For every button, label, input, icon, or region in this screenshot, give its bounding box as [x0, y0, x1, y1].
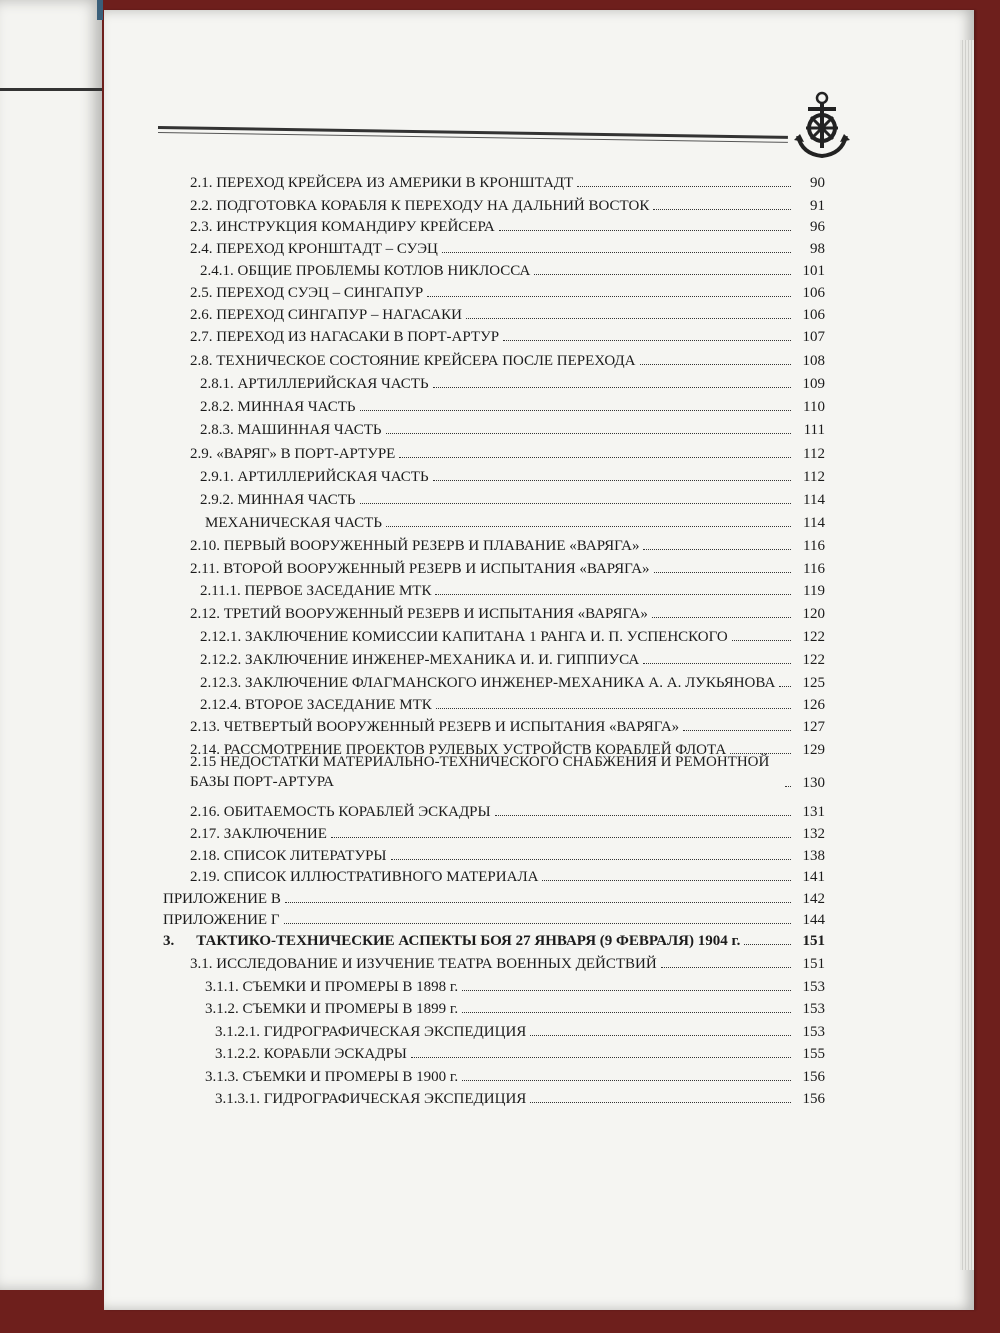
toc-entry: [190, 953, 825, 973]
toc-entry-page: 114: [803, 492, 825, 508]
toc-entry-page: 110: [803, 399, 825, 415]
toc-entry: [205, 1066, 825, 1086]
toc-entry-page: 122: [802, 652, 825, 668]
toc-entry-number: 3.: [163, 933, 175, 949]
toc-entry-title: 2.8.1. АРТИЛЛЕРИЙСКАЯ ЧАСТЬ: [200, 376, 429, 392]
toc-entry: [190, 716, 825, 736]
toc-entry-title: 2.12. ТРЕТИЙ ВООРУЖЕННЫЙ РЕЗЕРВ И ИСПЫТАНИЯ «ВАРЯГА»: [190, 606, 648, 622]
dot-leader: [435, 594, 791, 595]
toc-entry-title: 3.1.3.1. ГИДРОГРАФИЧЕСКАЯ ЭКСПЕДИЦИЯ: [215, 1091, 527, 1107]
dot-leader: [360, 410, 791, 411]
dot-leader: [462, 990, 791, 991]
dot-leader: [284, 923, 792, 924]
toc-entry-title: 2.13. ЧЕТВЕРТЫЙ ВООРУЖЕННЫЙ РЕЗЕРВ И ИСПЫТАНИЯ «ВАРЯГА»: [190, 719, 680, 735]
toc-entry-title: 2.9. «ВАРЯГ» В ПОРТ-АРТУРЕ: [190, 446, 396, 462]
toc-entry-page: 153: [802, 979, 825, 995]
toc-entry: [200, 626, 825, 646]
dot-leader: [643, 549, 791, 550]
dot-leader: [462, 1080, 791, 1081]
toc-entry: [163, 888, 825, 908]
toc-entry-title: 2.12.3. ЗАКЛЮЧЕНИЕ ФЛАГМАНСКОГО ИНЖЕНЕР-МЕХАНИКА А. А. ЛУКЬЯНОВА: [200, 675, 776, 691]
toc-entry-title: 2.17. ЗАКЛЮЧЕНИЕ: [190, 826, 327, 842]
toc-entry-title: 2.19. СПИСОК ИЛЛЮСТРАТИВНОГО МАТЕРИАЛА: [190, 869, 539, 885]
toc-entry-page: 156: [802, 1069, 825, 1085]
dot-leader: [643, 663, 791, 664]
toc-entry-page: 122: [802, 629, 825, 645]
toc-entry-title: 2.8.3. МАШИННАЯ ЧАСТЬ: [200, 422, 382, 438]
toc-entry-page: 119: [803, 583, 825, 599]
toc-entry-title: 2.8. ТЕХНИЧЕСКОЕ СОСТОЯНИЕ КРЕЙСЕРА ПОСЛЕ ПЕРЕХОДА: [190, 353, 636, 369]
toc-entry: [190, 282, 825, 302]
toc-entry-title: 2.7. ПЕРЕХОД ИЗ НАГАСАКИ В ПОРТ-АРТУР: [190, 329, 500, 345]
toc-entry: [190, 304, 825, 324]
toc-entry: [200, 489, 825, 509]
toc-entry-page: 138: [802, 848, 825, 864]
toc-entry-page: 109: [802, 376, 825, 392]
toc-entry-title: 3.1.2.1. ГИДРОГРАФИЧЕСКАЯ ЭКСПЕДИЦИЯ: [215, 1024, 527, 1040]
toc-entry-title: 2.9.2. МИННАЯ ЧАСТЬ: [200, 492, 356, 508]
dot-leader: [433, 387, 791, 388]
toc-entry-page: 98: [810, 241, 825, 257]
toc-entry-title: 2.16. ОБИТАЕМОСТЬ КОРАБЛЕЙ ЭСКАДРЫ: [190, 804, 491, 820]
toc-entry-title: 2.8.2. МИННАЯ ЧАСТЬ: [200, 399, 356, 415]
toc-entry: [163, 909, 825, 929]
toc-entry: [190, 535, 825, 555]
toc-entry-page: 106: [802, 307, 825, 323]
toc-entry: [190, 558, 825, 578]
toc-entry: [190, 238, 825, 258]
toc-entry-page: 114: [803, 515, 825, 531]
toc-entry-title: 2.12.2. ЗАКЛЮЧЕНИЕ ИНЖЕНЕР-МЕХАНИКА И. И. ГИППИУСА: [200, 652, 640, 668]
dot-leader: [495, 815, 791, 816]
page-edges: [960, 40, 974, 1270]
dot-leader: [360, 503, 791, 504]
toc-entry-page: 151: [802, 933, 825, 949]
toc-entry-title: 2.11. ВТОРОЙ ВООРУЖЕННЫЙ РЕЗЕРВ И ИСПЫТАНИЯ «ВАРЯГА»: [190, 561, 650, 577]
dot-leader: [653, 209, 791, 210]
toc-entry-title: 2.3. ИНСТРУКЦИЯ КОМАНДИРУ КРЕЙСЕРА: [190, 219, 495, 235]
toc-entry: [215, 1088, 825, 1108]
toc-entry-title: ПРИЛОЖЕНИЕ В: [163, 891, 281, 907]
toc-entry-title: 2.5. ПЕРЕХОД СУЭЦ – СИНГАПУР: [190, 285, 424, 301]
dot-leader: [436, 708, 791, 709]
binding-edge: [97, 0, 103, 20]
dot-leader: [386, 433, 791, 434]
toc-entry-title: 3.1. ИССЛЕДОВАНИЕ И ИЗУЧЕНИЕ ТЕАТРА ВОЕННЫХ ДЕЙСТВИЙ: [190, 956, 657, 972]
toc-entry-page: 151: [802, 956, 825, 972]
toc-entry-title: 2.12.4. ВТОРОЕ ЗАСЕДАНИЕ МТК: [200, 697, 432, 713]
toc-entry-page: 130: [802, 775, 825, 791]
dot-leader: [331, 837, 791, 838]
toc-entry: [190, 443, 825, 463]
toc-entry: [200, 649, 825, 669]
toc-entry-page: 116: [803, 561, 825, 577]
toc-entry: [200, 260, 825, 280]
toc-entry: [190, 603, 825, 623]
toc-entry-page: 126: [802, 697, 825, 713]
toc-entry-title: 2.1. ПЕРЕХОД КРЕЙСЕРА ИЗ АМЕРИКИ В КРОНШТАДТ: [190, 175, 574, 191]
toc-entry-title: 2.6. ПЕРЕХОД СИНГАПУР – НАГАСАКИ: [190, 307, 462, 323]
toc-entry: [200, 580, 825, 600]
dot-leader: [386, 526, 791, 527]
toc-entry: [205, 976, 825, 996]
toc-entry-title: 2.11.1. ПЕРВОЕ ЗАСЕДАНИЕ МТК: [200, 583, 432, 599]
dot-leader: [744, 944, 791, 945]
toc-entry: [190, 195, 825, 215]
dot-leader: [411, 1057, 791, 1058]
dot-leader: [499, 230, 791, 231]
toc-entry-page: 131: [802, 804, 825, 820]
toc-entry-title: 2.2. ПОДГОТОВКА КОРАБЛЯ К ПЕРЕХОДУ НА ДАЛЬНИЙ ВОСТОК: [190, 198, 650, 214]
toc-entry: [190, 866, 825, 886]
dot-leader: [542, 880, 791, 881]
toc-entry-title: 2.12.1. ЗАКЛЮЧЕНИЕ КОМИССИИ КАПИТАНА 1 РАНГА И. П. УСПЕНСКОГО: [200, 629, 728, 645]
dot-leader: [732, 640, 791, 641]
toc-entry-page: 141: [802, 869, 825, 885]
toc-entry-page: 129: [802, 742, 825, 758]
dot-leader: [779, 686, 791, 687]
toc-entry-page: 155: [802, 1046, 825, 1062]
toc-entry-page: 91: [810, 198, 825, 214]
toc-entry: [163, 930, 825, 950]
toc-entry-title: 2.14. РАССМОТРЕНИЕ ПРОЕКТОВ РУЛЕВЫХ УСТРОЙСТВ КОРАБЛЕЙ ФЛОТА: [190, 742, 727, 758]
toc-entry-title: 3.1.3. СЪЕМКИ И ПРОМЕРЫ В 1900 г.: [205, 1069, 459, 1085]
toc-entry: [205, 512, 825, 532]
dot-leader: [427, 296, 791, 297]
toc-entry: [200, 694, 825, 714]
toc-entry: [200, 672, 825, 692]
toc-entry-page: 127: [802, 719, 825, 735]
toc-entry-title: 2.4.1. ОБЩИЕ ПРОБЛЕМЫ КОТЛОВ НИКЛОССА: [200, 263, 531, 279]
toc-entry-page: 101: [802, 263, 825, 279]
toc-entry-title: 2.4. ПЕРЕХОД КРОНШТАДТ – СУЭЦ: [190, 241, 438, 257]
toc-entry: [200, 396, 825, 416]
dot-leader: [391, 859, 792, 860]
toc-entry-page: 142: [802, 891, 825, 907]
toc-entry: [190, 326, 825, 346]
toc-entry-title: ТАКТИКО-ТЕХНИЧЕСКИЕ АСПЕКТЫ БОЯ 27 ЯНВАРЯ (9 ФЕВРАЛЯ) 1904 г.: [196, 933, 741, 949]
toc-entry-title: МЕХАНИЧЕСКАЯ ЧАСТЬ: [205, 515, 382, 531]
toc-entry: [190, 845, 825, 865]
toc-entry-page: 120: [802, 606, 825, 622]
dot-leader: [652, 617, 791, 618]
toc-entry-page: 132: [802, 826, 825, 842]
toc-entry: [200, 419, 825, 439]
toc-entry: [200, 373, 825, 393]
toc-entry: [190, 752, 825, 792]
toc-entry-title: 2.18. СПИСОК ЛИТЕРАТУРЫ: [190, 848, 387, 864]
dot-leader: [399, 457, 791, 458]
toc-entry-page: 153: [802, 1024, 825, 1040]
toc-entry: [190, 801, 825, 821]
toc-entry-page: 106: [802, 285, 825, 301]
dot-leader: [285, 902, 791, 903]
anchor-wheel-icon: [792, 90, 852, 162]
toc-entry-page: 153: [802, 1001, 825, 1017]
dot-leader: [466, 318, 791, 319]
toc-entry-page: 90: [810, 175, 825, 191]
dot-leader: [442, 252, 791, 253]
toc-entry: [205, 998, 825, 1018]
toc-entry-page: 112: [803, 469, 825, 485]
toc-entry-page: 116: [803, 538, 825, 554]
dot-leader: [785, 786, 791, 787]
toc-entry: [190, 823, 825, 843]
toc-entry: [190, 350, 825, 370]
toc-entry-page: 96: [810, 219, 825, 235]
left-header-rule: [0, 88, 102, 91]
toc-entry-title: 3.1.2.2. КОРАБЛИ ЭСКАДРЫ: [215, 1046, 407, 1062]
toc-entry-title: 2.10. ПЕРВЫЙ ВООРУЖЕННЫЙ РЕЗЕРВ И ПЛАВАНИЕ «ВАРЯГА»: [190, 538, 640, 554]
dot-leader: [503, 340, 791, 341]
toc-entry-page: 125: [802, 675, 825, 691]
toc-entry: [200, 466, 825, 486]
dot-leader: [661, 967, 791, 968]
dot-leader: [530, 1102, 791, 1103]
toc-entry-page: 144: [802, 912, 825, 928]
toc-entry-page: 108: [802, 353, 825, 369]
dot-leader: [654, 572, 791, 573]
dot-leader: [433, 480, 791, 481]
toc-entry-title: ПРИЛОЖЕНИЕ Г: [163, 912, 280, 928]
toc-entry: [215, 1043, 825, 1063]
dot-leader: [530, 1035, 791, 1036]
toc-entry-page: 156: [802, 1091, 825, 1107]
toc-entry-page: 107: [802, 329, 825, 345]
toc-entry: [215, 1021, 825, 1041]
toc-entry-title: 2.9.1. АРТИЛЛЕРИЙСКАЯ ЧАСТЬ: [200, 469, 429, 485]
dot-leader: [462, 1012, 791, 1013]
dot-leader: [534, 274, 791, 275]
left-page: [0, 0, 102, 1290]
toc-entry: [190, 216, 825, 236]
toc-entry-title: 3.1.2. СЪЕМКИ И ПРОМЕРЫ В 1899 г.: [205, 1001, 459, 1017]
toc-entry-title: 2.15 НЕДОСТАТКИ МАТЕРИАЛЬНО-ТЕХНИЧЕСКОГО СНАБЖЕНИЯ И РЕМОНТНОЙ БАЗЫ ПОРТ-АРТУРА: [190, 754, 770, 790]
toc-entry-title: 3.1.1. СЪЕМКИ И ПРОМЕРЫ В 1898 г.: [205, 979, 459, 995]
toc-entry-page: 111: [803, 422, 825, 438]
dot-leader: [683, 730, 791, 731]
toc-entry: [190, 172, 825, 192]
dot-leader: [577, 186, 791, 187]
dot-leader: [640, 364, 792, 365]
toc-entry-page: 112: [803, 446, 825, 462]
